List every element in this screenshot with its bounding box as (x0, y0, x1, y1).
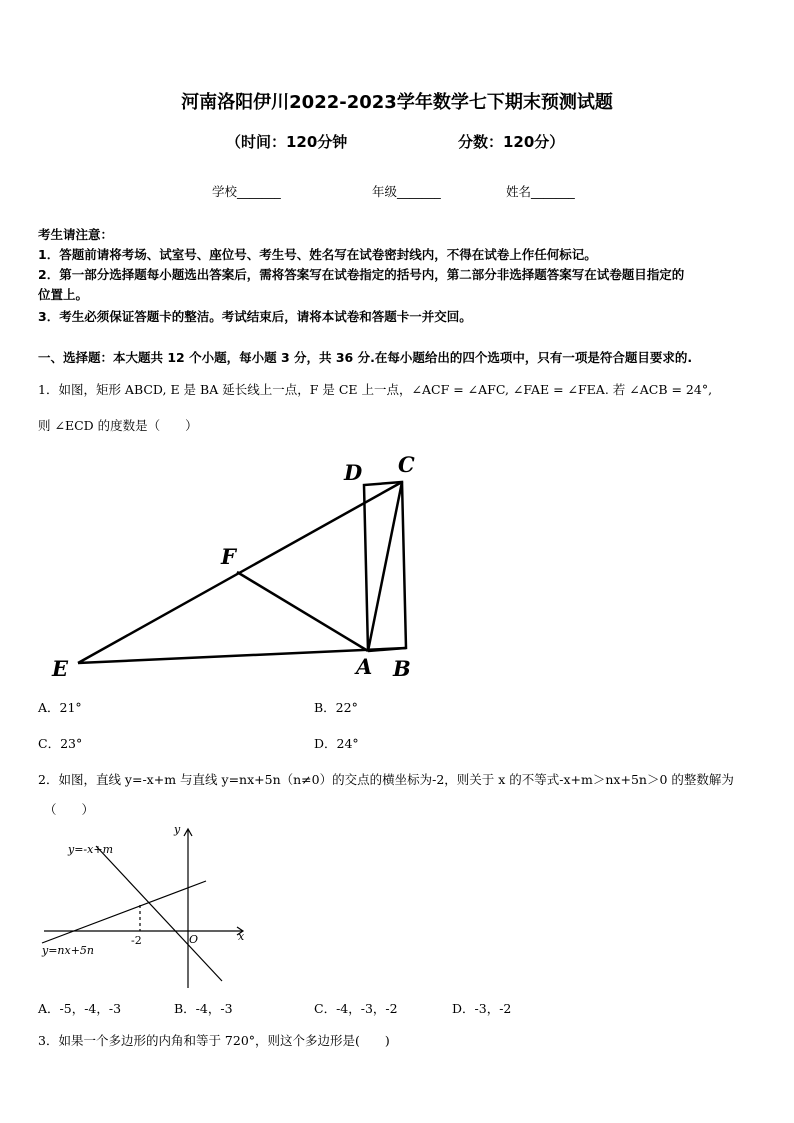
question-1-text-cont: 则 ∠ECD 的度数是（ ） (38, 418, 198, 433)
notice-item-2-cont: 位置上。 (38, 287, 89, 302)
question-3-text: 3．如果一个多边形的内角和等于 720°，则这个多边形是( ) (38, 1033, 390, 1048)
tick-neg2: -2 (131, 934, 142, 947)
question-1-text: 1．如图，矩形 ABCD, E 是 BA 延长线上一点，F 是 CE 上一点，∠ACF = ∠AFC, ∠FAE = ∠FEA. 若 ∠ACB = 24°, (38, 382, 713, 397)
graph-line-1 (96, 846, 222, 981)
graph-line-2 (42, 881, 206, 943)
q2-option-a[interactable]: A．-5，-4，-3 (38, 1001, 122, 1016)
label-d: D (344, 460, 363, 485)
page-title: 河南洛阳伊川2022-2023学年数学七下期末预测试题 (181, 92, 613, 113)
grade-field[interactable]: 年级_______ (372, 184, 441, 199)
origin-label: O (189, 933, 199, 946)
section-heading: 一、选择题：本大题共 12 个小题，每小题 3 分，共 36 分.在每小题给出的四个选项中，只有一项是符合题目要求的. (38, 350, 693, 365)
line-2-label: y=nx+5n (42, 944, 95, 957)
exam-score: 分数：120分） (458, 133, 565, 151)
line-ac (368, 482, 402, 651)
label-f: F (221, 544, 236, 569)
label-b: B (393, 656, 411, 681)
q2-option-d[interactable]: D．-3，-2 (452, 1001, 512, 1016)
question-2-text: 2．如图，直线 y=-x+m 与直线 y=nx+5n（n≠0）的交点的横坐标为-2，则关于 x 的不等式-x+m＞nx+5n＞0 的整数解为 (38, 772, 734, 787)
line-1-label: y=-x+m (68, 843, 113, 856)
question-1-figure (40, 448, 440, 688)
q1-option-a[interactable]: A．21° (38, 700, 82, 715)
q1-option-c[interactable]: C．23° (38, 736, 83, 751)
notice-item-1: 1．答题前请将考场、试室号、座位号、考生号、姓名写在试卷密封线内，不得在试卷上作任何标记。 (38, 247, 597, 262)
label-a: A (356, 654, 373, 679)
notice-item-3: 3．考生必须保证答题卡的整洁。考试结束后，请将本试卷和答题卡一并交回。 (38, 309, 472, 324)
q2-option-b[interactable]: B．-4，-3 (174, 1001, 233, 1016)
line-fa (237, 572, 368, 651)
school-field[interactable]: 学校_______ (212, 184, 281, 199)
name-field[interactable]: 姓名_______ (506, 184, 575, 199)
exam-time: （时间：120分钟 (226, 133, 348, 151)
notice-item-2: 2．第一部分选择题每小题选出答案后，需将答案写在试卷指定的括号内，第二部分非选择题答案写在试卷题目指定的 (38, 267, 685, 282)
question-2-text-cont: （ ） (44, 802, 95, 817)
question-2-graph (36, 818, 256, 993)
q2-option-c[interactable]: C．-4，-3，-2 (314, 1001, 398, 1016)
label-e: E (52, 656, 69, 681)
x-axis-label: x (238, 930, 245, 943)
q1-option-b[interactable]: B．22° (314, 700, 358, 715)
notice-heading: 考生请注意： (38, 227, 114, 242)
q1-option-d[interactable]: D．24° (314, 736, 359, 751)
label-c: C (398, 452, 415, 477)
y-axis-label: y (174, 823, 181, 836)
